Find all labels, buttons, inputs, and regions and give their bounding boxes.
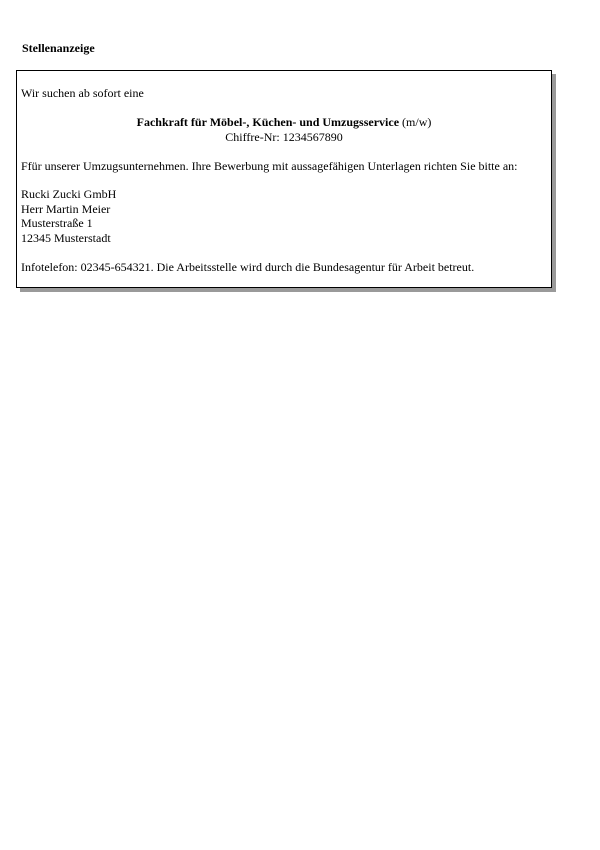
street-address: Musterstraße 1: [21, 216, 93, 230]
contact-address: [21, 187, 116, 245]
ad-description: Ffür unserer Umzugsunternehmen. Ihre Bewerbung mit aussagefähigen Unterlagen richten Sie bitte an:: [21, 159, 518, 173]
job-title: [17, 115, 551, 130]
postal-city: 12345 Musterstadt: [21, 230, 111, 245]
info-phone-line: Infotelefon: 02345-654321. Die Arbeitsstelle wird durch die Bundesagentur für Arbeit betreut.: [21, 260, 475, 274]
job-ad-box: [16, 70, 552, 288]
job-title-suffix: (m/w): [399, 115, 432, 129]
contact-person: Herr Martin Meier: [21, 201, 111, 216]
chiffre-number: Chiffre-Nr: 1234567890: [225, 129, 343, 144]
job-title-block: [17, 115, 551, 144]
job-title-text: Fachkraft für Möbel-, Küchen- und Umzugsservice: [136, 115, 400, 129]
page-title: Stellenanzeige: [22, 41, 95, 55]
ad-intro: Wir suchen ab sofort eine: [21, 86, 144, 100]
company-name: Rucki Zucki GmbH: [21, 187, 117, 201]
